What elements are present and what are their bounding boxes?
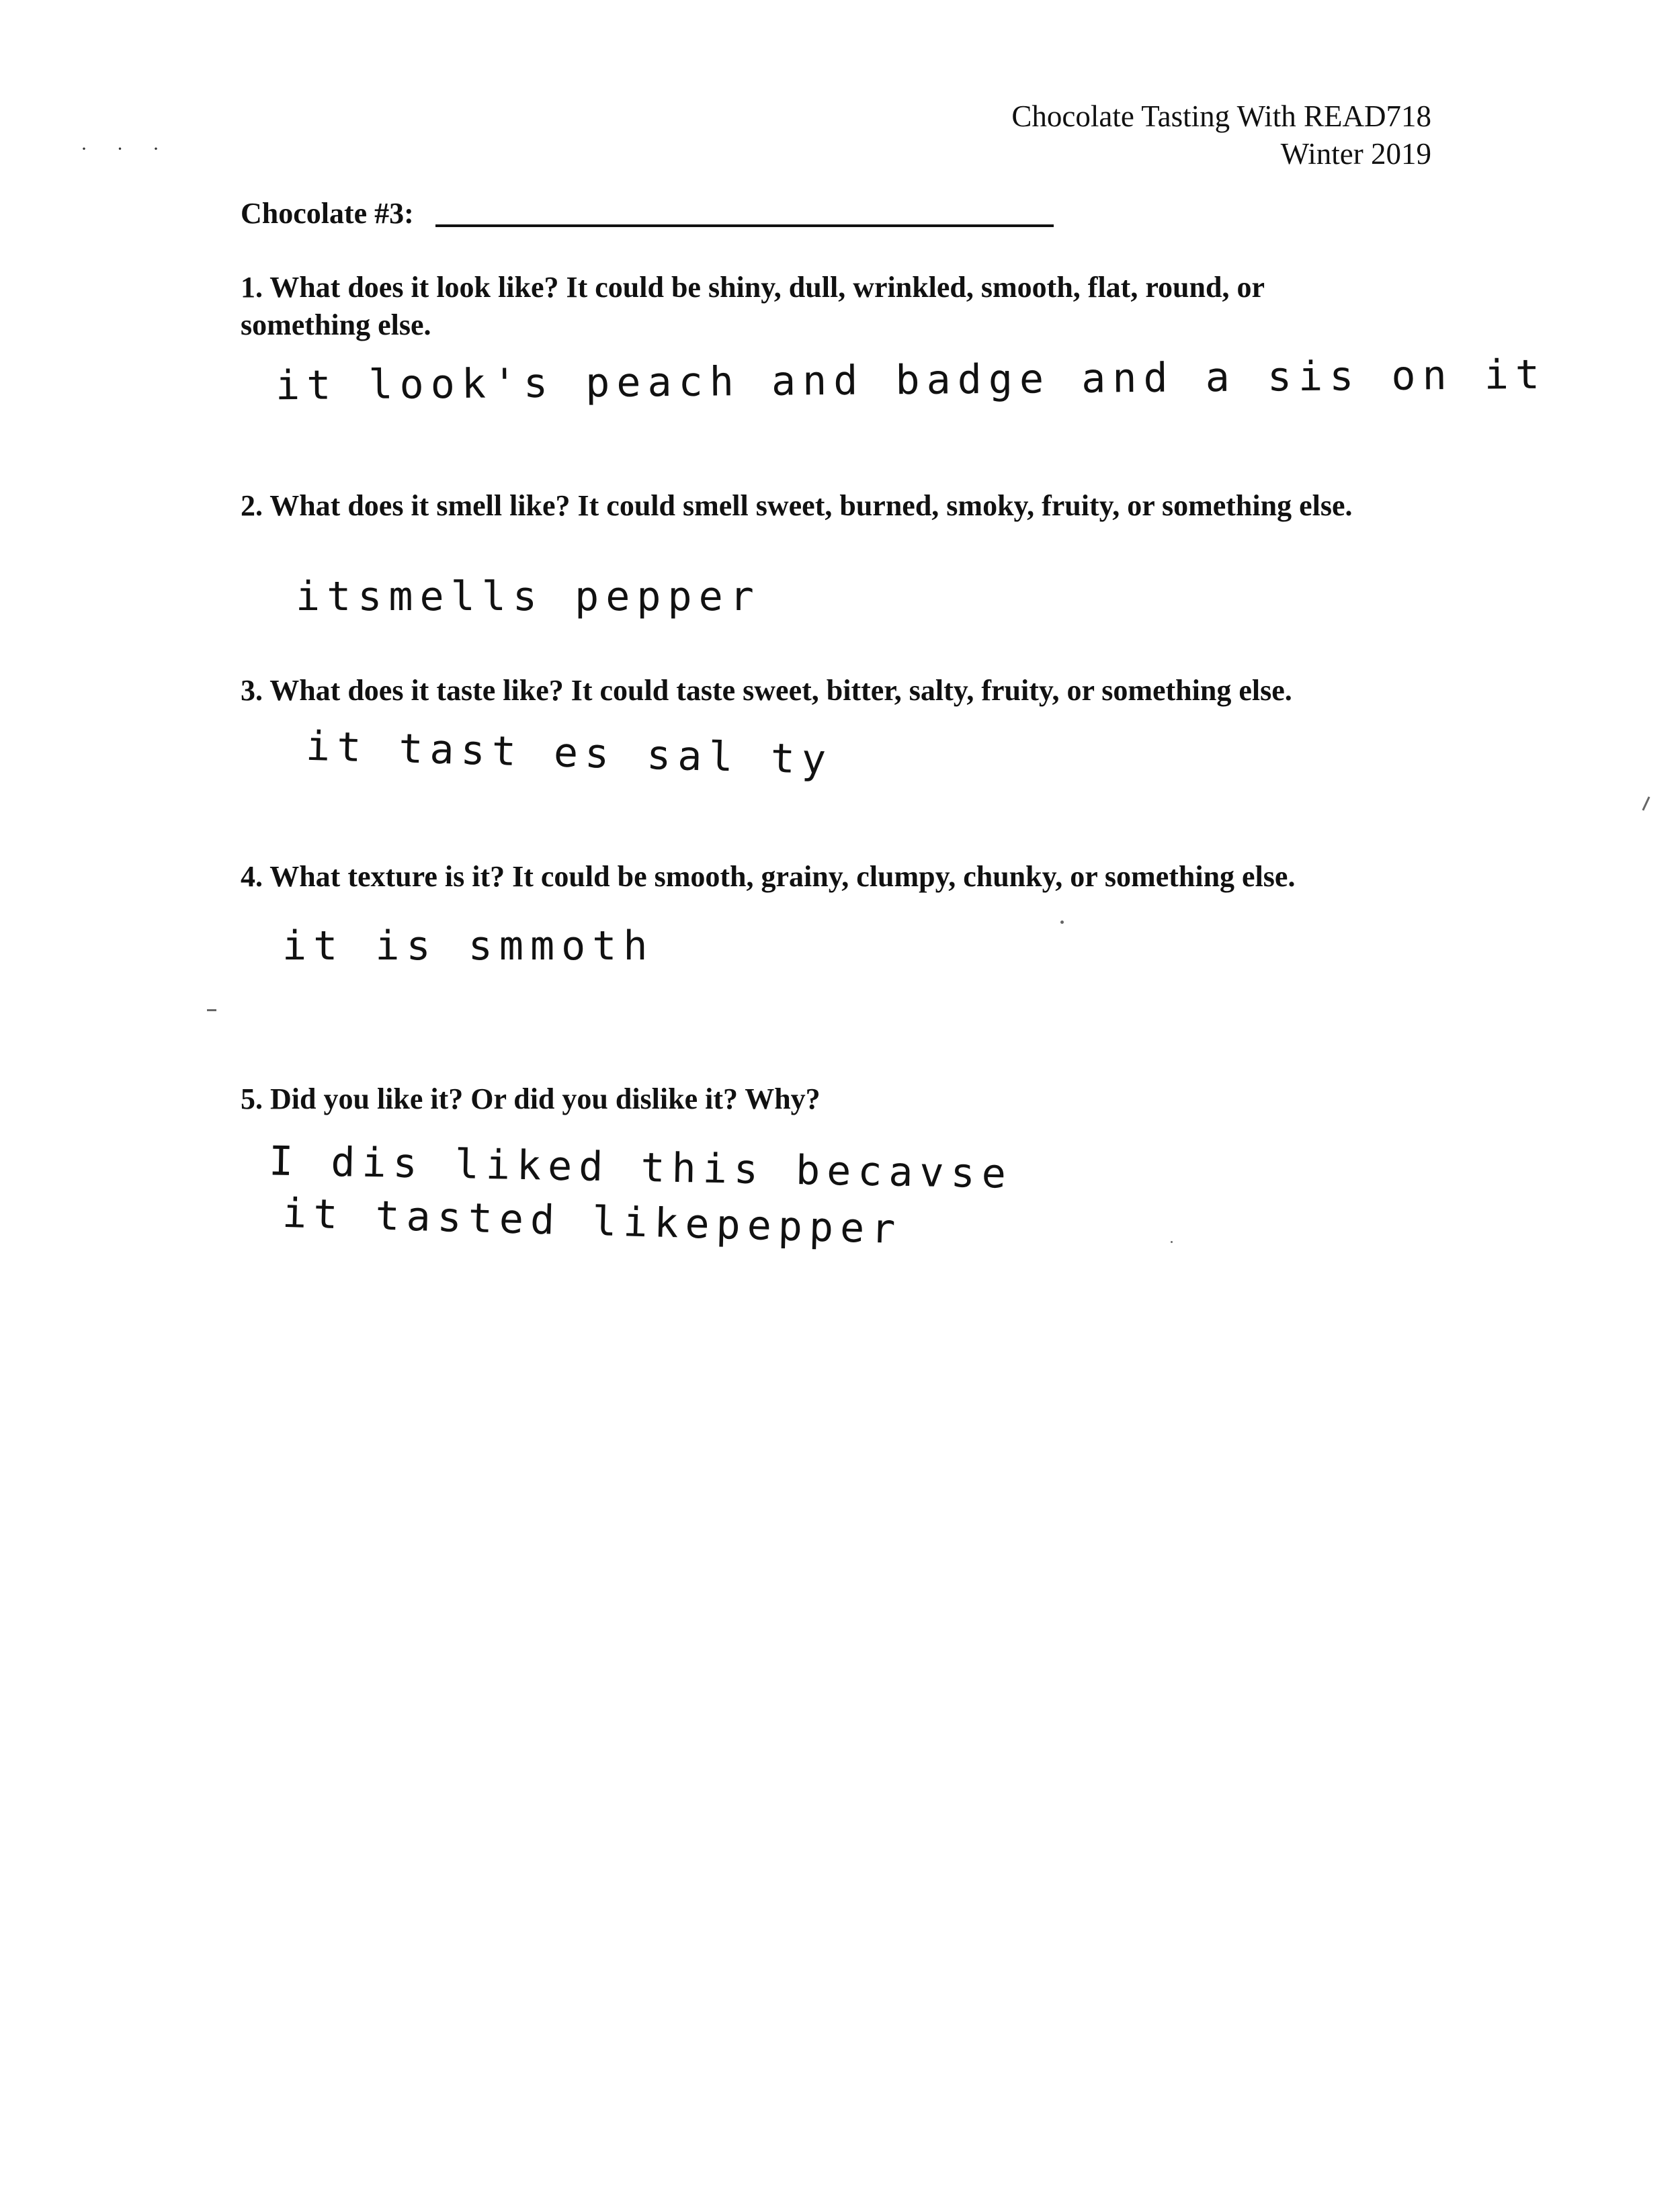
- answer-5-handwritten-line-2: it tasted likepepper: [282, 1189, 903, 1254]
- scan-speck: [1060, 920, 1064, 924]
- question-2: 2. What does it smell like? It could smell sweet, burned, smoky, fruity, or something else.: [241, 489, 1353, 522]
- chocolate-number-label: Chocolate #3:: [241, 197, 414, 230]
- worksheet-header: [1011, 97, 1431, 173]
- question-1: 1. What does it look like? It could be shiny, dull, wrinkled, smooth, flat, round, or something else.: [241, 271, 1265, 341]
- worksheet-term: Winter 2019: [1280, 137, 1431, 171]
- chocolate-name-blank-line: [435, 224, 1054, 227]
- stray-pen-marks: · · ·: [81, 138, 171, 160]
- answer-3-handwritten: it tast es sal ty: [305, 722, 833, 784]
- question-3: 3. What does it taste like? It could taste sweet, bitter, salty, fruity, or something else.: [241, 674, 1292, 707]
- question-5: 5. Did you like it? Or did you dislike it? Why?: [241, 1082, 821, 1115]
- question-4: 4. What texture is it? It could be smooth, grainy, clumpy, chunky, or something else.: [241, 860, 1296, 893]
- scan-speck: [1171, 1241, 1173, 1243]
- answer-4-handwritten: it is smmoth: [282, 923, 655, 970]
- worksheet-title: Chocolate Tasting With READ718: [1011, 99, 1431, 133]
- answer-1-handwritten: it look's peach and badge and a sis on it: [275, 351, 1547, 410]
- scan-speck: [207, 1009, 216, 1011]
- scan-speck: [1642, 796, 1650, 810]
- answer-2-handwritten: itsmells pepper: [296, 573, 761, 620]
- answer-5-handwritten-line-1: I dis liked this becavse: [268, 1138, 1013, 1198]
